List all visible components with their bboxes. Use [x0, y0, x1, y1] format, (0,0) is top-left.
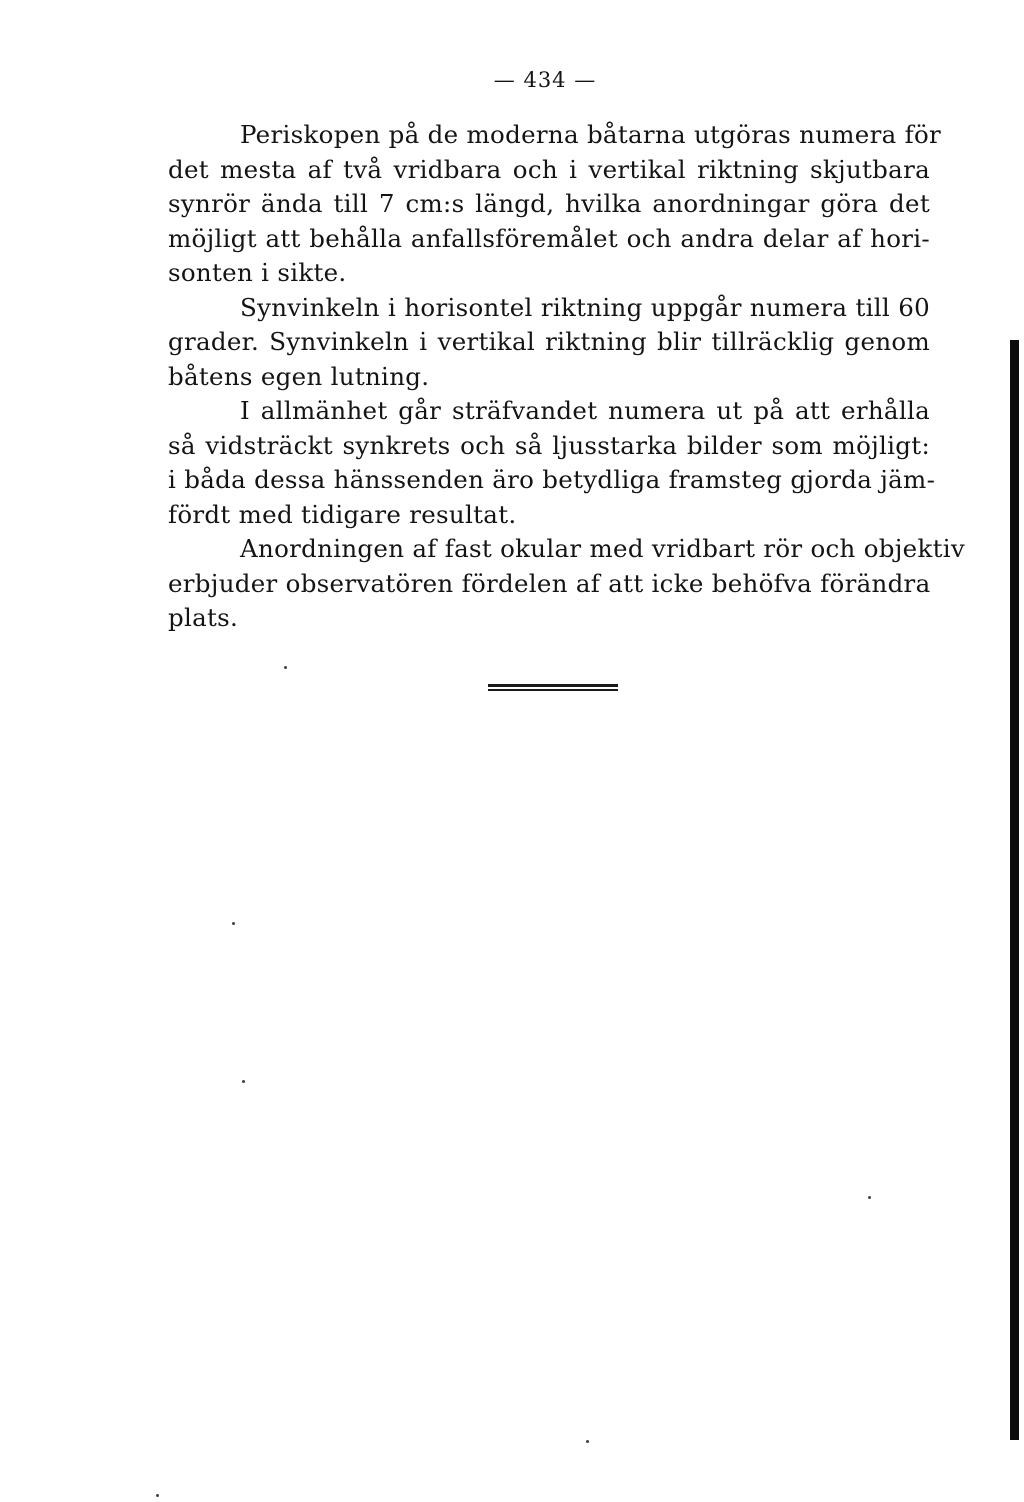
text-line: sonten i sikte.: [168, 258, 347, 287]
scan-speck: [586, 1440, 589, 1443]
text-line: Periskopen på de moderna båtarna utgöras numera för: [240, 120, 942, 149]
text-line: plats.: [168, 603, 239, 632]
scan-speck: [232, 922, 235, 925]
text-line: grader. Synvinkeln i vertikal riktning blir tillräcklig genom: [168, 327, 930, 356]
text-line: möjligt att behålla anfallsföremålet och andra delar af hori-: [168, 223, 930, 253]
text-line: erbjuder observatören fördelen af att icke behöfva förändra: [168, 568, 931, 598]
text-line: det mesta af två vridbara och i vertikal riktning skjutbara: [168, 154, 930, 184]
text-line: synrör ända till 7 cm:s längd, hvilka anordningar göra det: [168, 189, 930, 218]
scan-speck: [868, 1196, 871, 1199]
text-line: i båda dessa hänssenden äro betydliga framsteg gjorda jäm-: [168, 465, 936, 494]
text-line: fördt med tidigare resultat.: [168, 499, 517, 529]
text-line: Anordningen af fast okular med vridbart rör och objektiv: [240, 534, 966, 563]
scan-speck: [242, 1080, 245, 1083]
text-line: I allmänhet går sträfvandet numera ut på att erhålla: [240, 396, 930, 425]
text-line: båtens egen lutning.: [168, 361, 430, 391]
scan-speck: [284, 666, 287, 669]
end-rule: [488, 684, 618, 691]
text-line: så vidsträckt synkrets och så ljusstarka bilder som möjligt:: [168, 430, 930, 460]
page-number: — 434 —: [493, 68, 597, 92]
text-line: Synvinkeln i horisontel riktning uppgår numera till 60: [240, 292, 930, 322]
body-text: [168, 118, 966, 636]
scan-speck: [156, 1494, 159, 1497]
scan-edge-shadow: [1010, 340, 1019, 1440]
